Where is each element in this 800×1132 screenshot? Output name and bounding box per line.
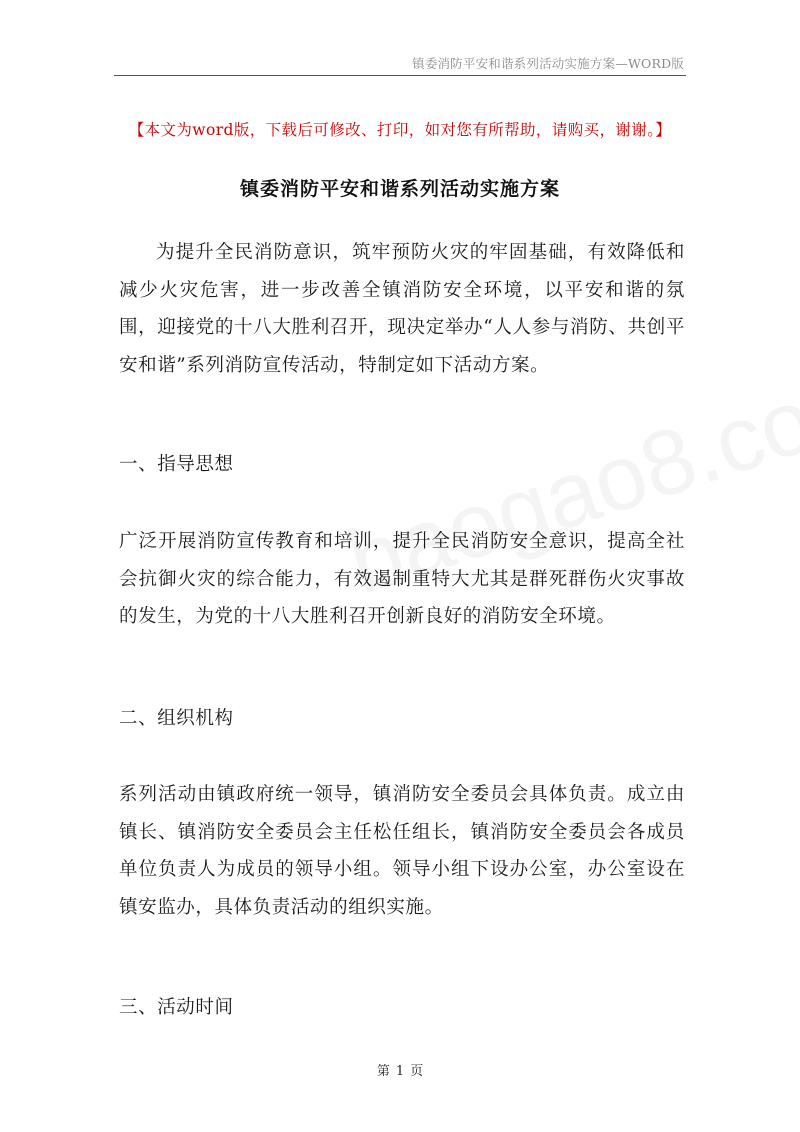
header-divider <box>114 75 686 76</box>
section-body-guiding-ideology: 广泛开展消防宣传教育和培训，提升全民消防安全意识，提高全社会抗御火灾的综合能力，有效遏制重特大尤其是群死群伤火灾事故的发生，为党的十八大胜利召开创新良好的消防安全环境。 <box>119 531 685 627</box>
section-body-organization: 系列活动由镇政府统一领导，镇消防安全委员会具体负责。成立由镇长、镇消防安全委员会主任松任组长，镇消防安全委员会各成员单位负责人为成员的领导小组。领导小组下设办公室，办公室设在镇安监办，具体负责活动的组织实施。 <box>119 784 685 918</box>
page-number-suffix: 页 <box>410 1064 424 1079</box>
page-number <box>0 1060 800 1079</box>
page-number-prefix: 第 <box>376 1064 390 1079</box>
intro-paragraph: 为提升全民消防意识，筑牢预防火灾的牢固基础，有效降低和减少火灾危害，进一步改善全镇消防安全环境，以平安和谐的氛围，迎接党的十八大胜利召开，现决定举办“人人参与消防、共创平安和谐”系列消防宣传活动，特制定如下活动方案。 <box>119 242 685 376</box>
section-heading-organization: 二、组织机构 <box>119 708 234 729</box>
document-title: 镇委消防平安和谐系列活动实施方案 <box>239 178 560 200</box>
download-notice: 【本文为word版，下载后可修改、打印，如对您有所帮助，请购买，谢谢。】 <box>128 121 672 139</box>
section-heading-activity-time: 三、活动时间 <box>119 997 234 1018</box>
running-header: 镇委消防平安和谐系列活动实施方案—WORD版 <box>412 56 684 71</box>
page-number-value: 1 <box>395 1064 405 1079</box>
section-heading-guiding-ideology: 一、指导思想 <box>119 454 234 475</box>
